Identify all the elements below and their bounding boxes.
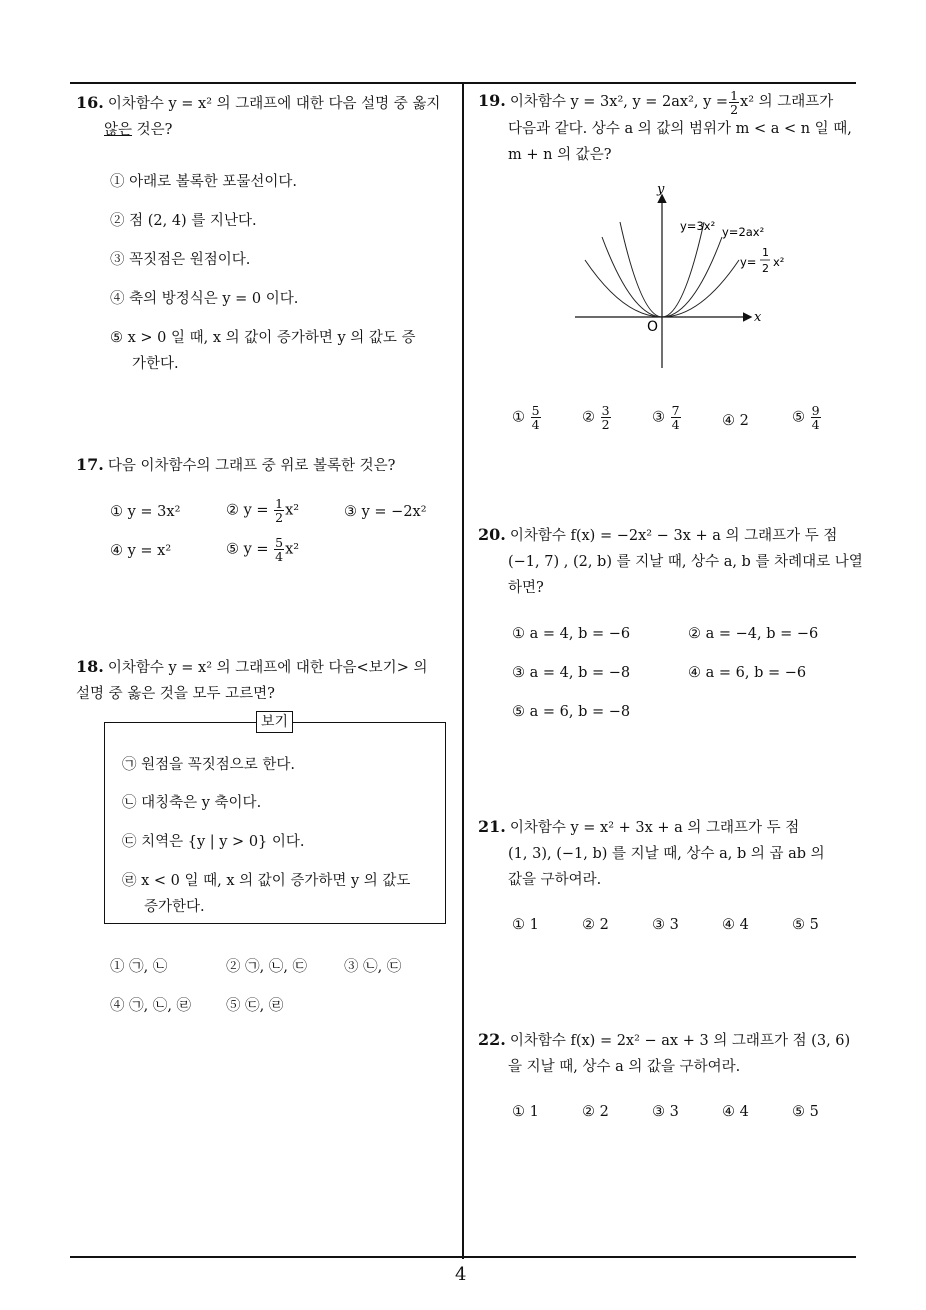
question-text: 하면? (508, 580, 544, 596)
option-5[interactable]: ⑤ a = 6, b = −8 (512, 704, 631, 720)
question-21 (478, 814, 863, 893)
option-2[interactable]: ② 점 (2, 4) 를 지난다. (110, 213, 257, 229)
option-3[interactable]: ③ 3 (652, 1104, 679, 1120)
question-text: m + n 의 값은? (508, 146, 612, 163)
option-4[interactable]: ④ 축의 방정식은 y = 0 이다. (110, 291, 299, 307)
question-text: 이차함수 y = x² + 3x + a 의 그래프가 두 점 (509, 820, 800, 836)
option-2[interactable]: ② 2 (582, 917, 609, 933)
fraction: $\frac{1}{2}$ (730, 87, 739, 117)
option-5-continued: 가한다. (132, 356, 179, 372)
curve-label-half-x2-denominator: 2 (762, 262, 769, 275)
bottom-rule (70, 1256, 856, 1258)
fraction: $\frac{7}{4}$ (671, 403, 680, 432)
y-axis-label: y (657, 182, 665, 197)
question-19: 19. 이차함수 y = 3x², y = 2ax², y = $\frac{1}{2}$ x² 의 그래프가 다음과 같다. 상수 a 의 값의 범위가 m < a < n 일 때, m + n 의 값은? (478, 88, 863, 168)
option-2[interactable]: ② $\frac{3}{2}$ (582, 403, 610, 432)
option-2[interactable]: ② a = −4, b = −6 (688, 626, 819, 642)
question-text: (1, 3), (−1, b) 를 지날 때, 상수 a, b 의 곱 ab 의 (508, 846, 825, 862)
option-3[interactable]: ③ a = 4, b = −8 (512, 665, 631, 681)
option-3[interactable]: ③ ㉡, ㉢ (344, 959, 402, 975)
x-axis-label: x (754, 310, 762, 325)
question-16 (76, 90, 456, 143)
example-item-4-continued: 증가한다. (144, 899, 205, 915)
question-text: 이차함수 y = x² 의 그래프에 대한 다음 설명 중 옳지 (107, 96, 441, 112)
question-text-emphasis: 않은 (104, 122, 133, 138)
option-1[interactable]: ① 1 (512, 917, 539, 933)
option-4[interactable]: ④ ㉠, ㉡, ㉣ (110, 998, 192, 1014)
fraction: $\frac{1}{2}$ (275, 496, 284, 525)
example-box-label: 보기 (256, 711, 293, 733)
question-17 (76, 452, 456, 479)
curve-label-half-x2-suffix: x² (773, 255, 785, 269)
option-4[interactable]: ④ a = 6, b = −6 (688, 665, 807, 681)
option-3[interactable]: ③ 꼭짓점은 원점이다. (110, 252, 251, 268)
fraction: $\frac{5}{4}$ (275, 535, 284, 564)
question-text: 설명 중 옳은 것을 모두 고르면? (76, 686, 275, 702)
question-number: 21. (478, 817, 506, 836)
question-text: 다음 이차함수의 그래프 중 위로 볼록한 것은? (107, 458, 396, 474)
fraction: $\frac{9}{4}$ (811, 403, 820, 432)
option-1[interactable]: ① 아래로 볼록한 포물선이다. (110, 174, 298, 190)
question-text: 이차함수 f(x) = 2x² − ax + 3 의 그래프가 점 (3, 6) (509, 1033, 851, 1049)
question-text: (−1, 7) , (2, b) 를 지날 때, 상수 a, b 를 차례대로 나열 (508, 554, 863, 570)
option-5[interactable]: ⑤ 5 (792, 917, 819, 933)
option-3[interactable]: ③ 3 (652, 917, 679, 933)
origin-label: O (647, 319, 659, 335)
curve-label-3x2: y=3x² (680, 219, 716, 233)
question-22 (478, 1027, 863, 1080)
question-20 (478, 522, 863, 601)
question-text: 것은? (132, 122, 173, 138)
curve-label-half-x2-numerator: 1 (762, 246, 769, 259)
option-4[interactable]: ④ y = x² (110, 543, 172, 559)
fraction: $\frac{3}{2}$ (601, 403, 610, 432)
question-number: 16. (76, 93, 104, 112)
question-text: 값을 구하여라. (508, 872, 602, 888)
option-1[interactable]: ① 1 (512, 1104, 539, 1120)
curve-label-2ax2: y=2ax² (722, 225, 765, 239)
question-text: 이차함수 f(x) = −2x² − 3x + a 의 그래프가 두 점 (509, 528, 838, 544)
option-1[interactable]: ① $\frac{5}{4}$ (512, 403, 540, 432)
page-number: 4 (455, 1264, 467, 1285)
option-1[interactable]: ① y = 3x² (110, 504, 181, 520)
question-text: 을 지날 때, 상수 a 의 값을 구하여라. (508, 1059, 741, 1075)
fraction: $\frac{5}{4}$ (531, 403, 540, 432)
option-5[interactable]: ⑤ ㉢, ㉣ (226, 998, 284, 1014)
option-5[interactable]: ⑤ y = $\frac{5}{4}$ x² (226, 535, 300, 564)
question-text: 다음과 같다. 상수 a 의 값의 범위가 m < a < n 일 때, (508, 120, 852, 137)
option-4[interactable]: ④ 4 (722, 1104, 749, 1120)
column-divider (462, 82, 464, 1259)
question-number: 19. (478, 91, 506, 110)
option-4[interactable]: ④ 4 (722, 917, 749, 933)
option-5[interactable]: ⑤ x > 0 일 때, x 의 값이 증가하면 y 의 값도 증 (110, 330, 416, 346)
question-number: 18. (76, 657, 104, 676)
option-1[interactable]: ① ㉠, ㉡ (110, 959, 168, 975)
example-item-4: ㉣ x < 0 일 때, x 의 값이 증가하면 y 의 값도 (122, 873, 411, 889)
example-item-3: ㉢ 치역은 {y | y > 0} 이다. (122, 834, 305, 850)
question-text: 이차함수 y = x² 의 그래프에 대한 다음<보기> 의 (107, 660, 428, 676)
question-number: 17. (76, 455, 104, 474)
parabola-graph (570, 180, 800, 375)
question-18 (76, 654, 456, 707)
question-number: 22. (478, 1030, 506, 1049)
question-number: 20. (478, 525, 506, 544)
example-item-2: ㉡ 대칭축은 y 축이다. (122, 795, 262, 811)
option-2[interactable]: ② ㉠, ㉡, ㉢ (226, 959, 308, 975)
option-3[interactable]: ③ y = −2x² (344, 504, 427, 520)
curve-label-half-x2-prefix: y= (740, 255, 757, 269)
option-2[interactable]: ② 2 (582, 1104, 609, 1120)
option-3[interactable]: ③ $\frac{7}{4}$ (652, 403, 680, 432)
option-5[interactable]: ⑤ 5 (792, 1104, 819, 1120)
option-2[interactable]: ② y = $\frac{1}{2}$ x² (226, 496, 300, 525)
option-5[interactable]: ⑤ $\frac{9}{4}$ (792, 403, 820, 432)
option-1[interactable]: ① a = 4, b = −6 (512, 626, 631, 642)
option-4[interactable]: ④ 2 (722, 413, 749, 429)
example-item-1: ㉠ 원점을 꼭짓점으로 한다. (122, 757, 296, 773)
